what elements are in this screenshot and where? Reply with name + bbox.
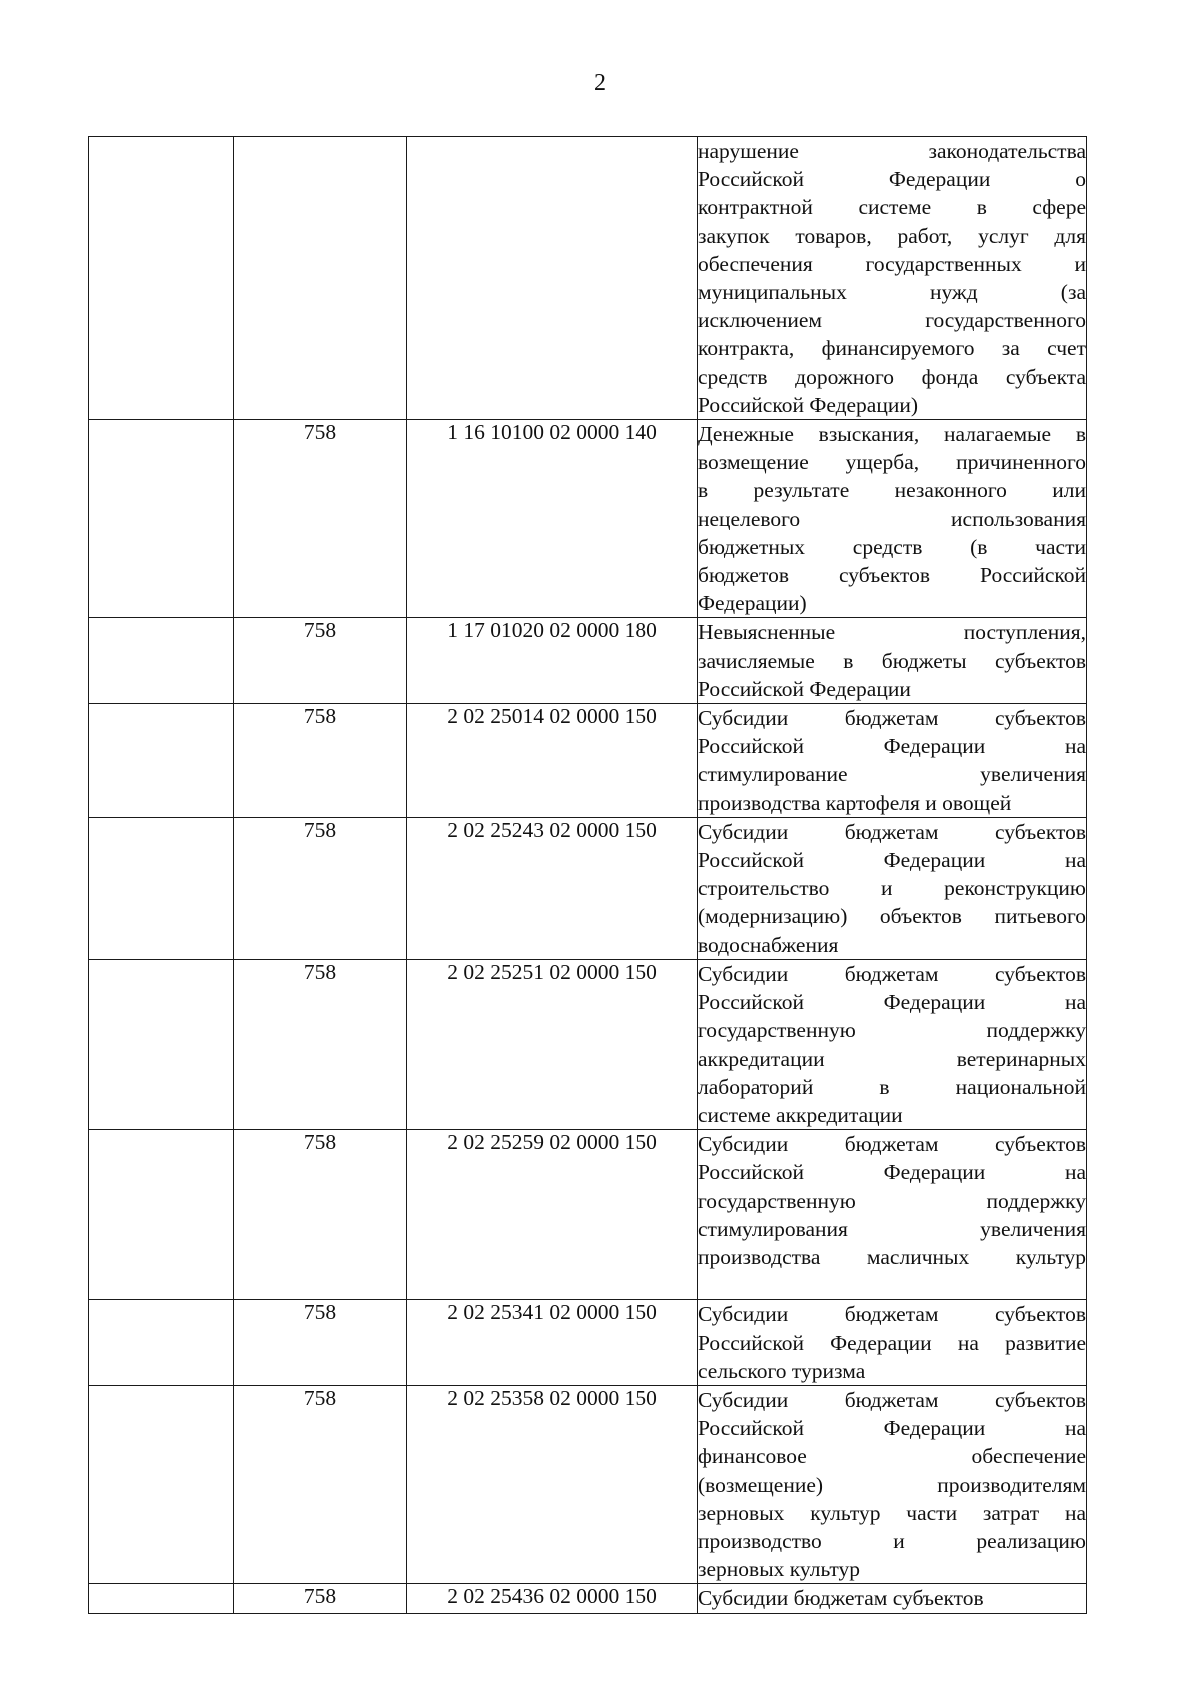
- description-line: средств дорожного фонда субъекта: [698, 364, 1086, 389]
- empty-cell: [89, 1385, 234, 1583]
- empty-cell: [89, 618, 234, 704]
- description-line: возмещение ущерба, причиненного: [698, 450, 1086, 475]
- description-line: лабораторий в национальной: [698, 1074, 1086, 1099]
- admin-code-cell: 758: [234, 817, 407, 959]
- admin-code-cell: 758: [234, 1584, 407, 1613]
- kbk-code-cell: 2 02 25436 02 0000 150: [407, 1584, 698, 1613]
- empty-cell: [89, 1584, 234, 1613]
- revenue-description-cell: [698, 1130, 1087, 1300]
- admin-code-cell: 758: [234, 420, 407, 618]
- description-line: Субсидии бюджетам субъектов: [698, 1302, 1086, 1327]
- description-line: Субсидии бюджетам субъектов: [698, 961, 1086, 986]
- description-line: бюджетных средств (в части: [698, 534, 1086, 559]
- description-line: Российской Федерации на: [698, 848, 1086, 873]
- admin-code-cell: 758: [234, 1130, 407, 1300]
- description-line: Федерации): [698, 591, 807, 616]
- table-row: [89, 1584, 1087, 1613]
- description-line: производства масличных культур: [698, 1244, 1086, 1269]
- page-number: 2: [594, 70, 606, 96]
- description-line: исключением государственного: [698, 308, 1086, 333]
- description-line: контракта, финансируемого за счет: [698, 336, 1086, 361]
- description-line: государственную поддержку: [698, 1018, 1086, 1043]
- empty-cell: [89, 1130, 234, 1300]
- description-line: нецелевого использования: [698, 506, 1086, 531]
- table-row: [89, 1300, 1087, 1386]
- admin-code-cell: 758: [234, 704, 407, 818]
- description-line: Субсидии бюджетам субъектов: [698, 1387, 1086, 1412]
- kbk-code-cell: 2 02 25259 02 0000 150: [407, 1130, 698, 1300]
- table-row: [89, 420, 1087, 618]
- description-line: нарушение законодательства: [698, 139, 1086, 163]
- revenue-description-cell: [698, 618, 1087, 704]
- description-line: контрактной системе в сфере: [698, 195, 1086, 220]
- table-row: [89, 137, 1087, 420]
- empty-cell: [89, 137, 234, 420]
- description-line: Российской Федерации о: [698, 167, 1086, 192]
- table-row: [89, 1130, 1087, 1300]
- kbk-code-cell: 1 16 10100 02 0000 140: [407, 420, 698, 618]
- revenue-description-cell: [698, 1584, 1087, 1613]
- table-row: [89, 959, 1087, 1129]
- admin-code-cell: 758: [234, 1385, 407, 1583]
- description-line: государственную поддержку: [698, 1188, 1086, 1213]
- table-row: [89, 704, 1087, 818]
- kbk-code-cell: 2 02 25014 02 0000 150: [407, 704, 698, 818]
- admin-code-cell: [234, 137, 407, 420]
- empty-cell: [89, 959, 234, 1129]
- description-line: стимулирование увеличения: [698, 762, 1086, 787]
- description-line: Российской Федерации на: [698, 1416, 1086, 1441]
- table-row: [89, 618, 1087, 704]
- admin-code-cell: 758: [234, 959, 407, 1129]
- table-row: [89, 1385, 1087, 1583]
- description-line: системе аккредитации: [698, 1102, 903, 1127]
- kbk-code-cell: 2 02 25243 02 0000 150: [407, 817, 698, 959]
- revenue-description-cell: [698, 959, 1087, 1129]
- description-line: Невыясненные поступления,: [698, 620, 1086, 645]
- empty-cell: [89, 817, 234, 959]
- budget-revenue-table: [88, 136, 1087, 1614]
- description-line: аккредитации ветеринарных: [698, 1046, 1086, 1071]
- description-line: Российской Федерации): [698, 392, 919, 417]
- description-line: Российской Федерации: [698, 676, 911, 701]
- description-line: [698, 1271, 1086, 1299]
- description-line: Российской Федерации на: [698, 1160, 1086, 1185]
- description-line: производства картофеля и овощей: [698, 790, 1012, 815]
- description-line: Субсидии бюджетам субъектов: [698, 1132, 1086, 1157]
- description-line: Субсидии бюджетам субъектов: [698, 819, 1086, 844]
- admin-code-cell: 758: [234, 1300, 407, 1386]
- description-line: (модернизацию) объектов питьевого: [698, 904, 1086, 929]
- table-row: [89, 817, 1087, 959]
- description-line: (возмещение) производителям: [698, 1472, 1086, 1497]
- empty-cell: [89, 420, 234, 618]
- description-line: строительство и реконструкцию: [698, 876, 1086, 901]
- description-line: Российской Федерации на: [698, 990, 1086, 1015]
- description-line: муниципальных нужд (за: [698, 280, 1086, 305]
- description-line: Субсидии бюджетам субъектов: [698, 706, 1086, 731]
- description-line: закупок товаров, работ, услуг для: [698, 223, 1086, 248]
- revenue-description-cell: [698, 704, 1087, 818]
- revenue-description-cell: [698, 137, 1087, 420]
- table-body: [89, 137, 1087, 1614]
- revenue-description-cell: [698, 1385, 1087, 1583]
- description-line: в результате незаконного или: [698, 478, 1086, 503]
- description-line: зерновых культур части затрат на: [698, 1500, 1086, 1525]
- description-line: производство и реализацию: [698, 1528, 1086, 1553]
- description-line: Субсидии бюджетам субъектов: [698, 1586, 984, 1611]
- description-line: сельского туризма: [698, 1358, 866, 1383]
- kbk-code-cell: 2 02 25251 02 0000 150: [407, 959, 698, 1129]
- description-line: зерновых культур: [698, 1557, 861, 1582]
- kbk-code-cell: 1 17 01020 02 0000 180: [407, 618, 698, 704]
- kbk-code-cell: 2 02 25358 02 0000 150: [407, 1385, 698, 1583]
- revenue-description-cell: [698, 1300, 1087, 1386]
- admin-code-cell: 758: [234, 618, 407, 704]
- description-line: бюджетов субъектов Российской: [698, 563, 1086, 588]
- description-line: финансовое обеспечение: [698, 1444, 1086, 1469]
- description-line: водоснабжения: [698, 932, 839, 957]
- kbk-code-cell: [407, 137, 698, 420]
- description-line: стимулирования увеличения: [698, 1216, 1086, 1241]
- description-line: обеспечения государственных и: [698, 251, 1086, 276]
- empty-cell: [89, 1300, 234, 1386]
- revenue-description-cell: [698, 817, 1087, 959]
- description-line: Денежные взыскания, налагаемые в: [698, 422, 1086, 447]
- description-line: зачисляемые в бюджеты субъектов: [698, 648, 1086, 673]
- revenue-description-cell: [698, 420, 1087, 618]
- description-line: Российской Федерации на развитие: [698, 1330, 1086, 1355]
- empty-cell: [89, 704, 234, 818]
- kbk-code-cell: 2 02 25341 02 0000 150: [407, 1300, 698, 1386]
- description-line: Российской Федерации на: [698, 734, 1086, 759]
